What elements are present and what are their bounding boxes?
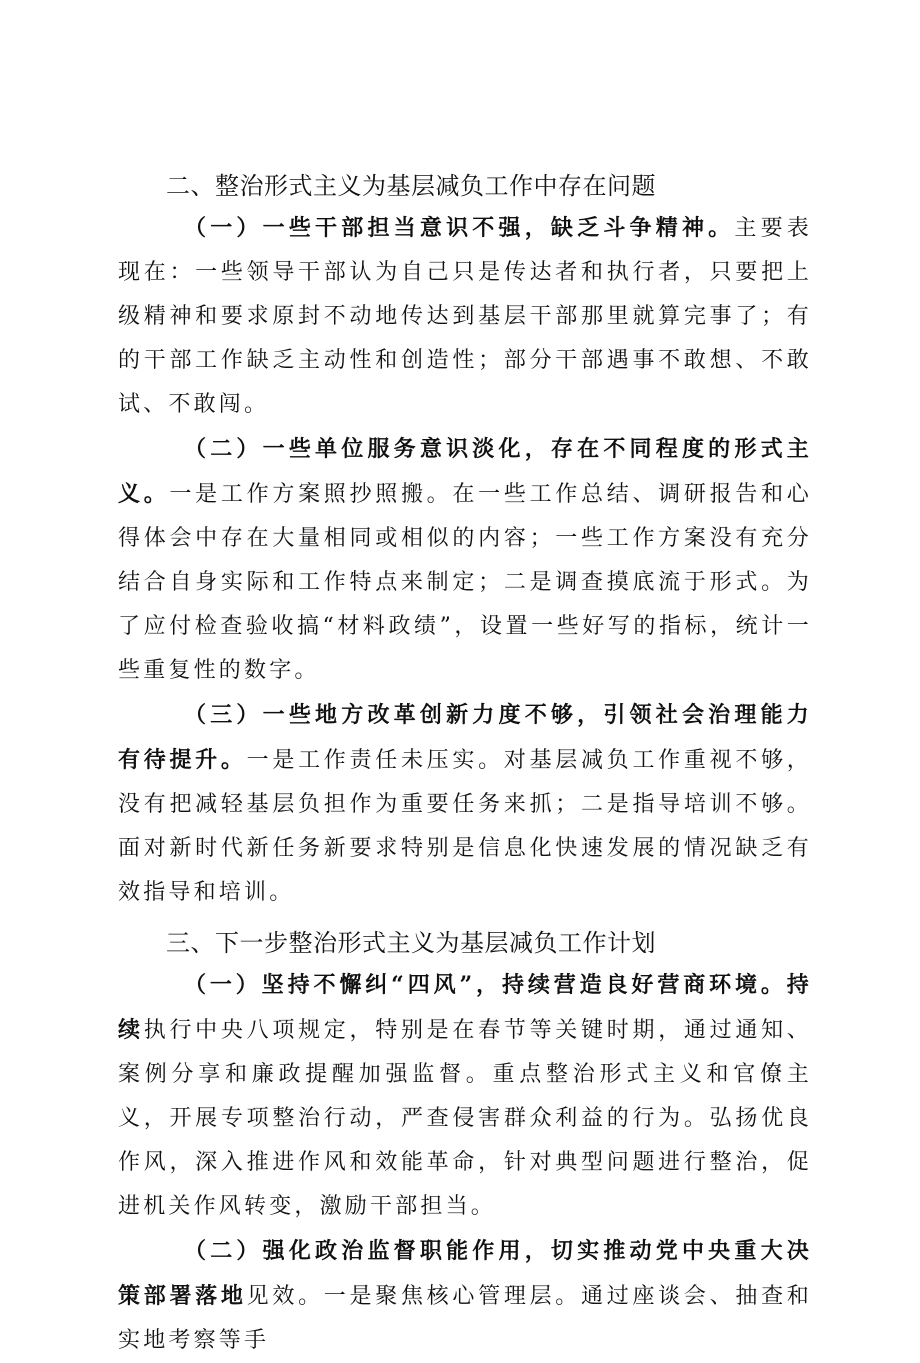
section-3-heading: 三、下一步整治形式主义为基层减负工作计划 [166,929,656,957]
section-2-item-3-body: 一是工作责任未压实。对基层减负工作重视不够，没有把减轻基层负担作为重要任务来抓；二是指导培训不够。面对新时代新任务新要求特别是信息化快速发展的情况缺乏有效指导和培训。 [118,748,812,905]
section-3-item-2 [118,1229,812,1363]
section-2-item-1 [118,206,812,427]
section-2-item-2-lead: （二）一些单位服务意识淡化，存在不同程度的形式主义。 [118,436,812,507]
section-3-item-1-body: 执行中央八项规定，特别是在春节等关键时期，通过通知、案例分享和廉政提醒加强监督。重点整治形式主义和官僚主义，开展专项整治行动，严查侵害群众利益的行为。弘扬优良作风，深入推进作风和效能革命，针对典型问题进行整治，促进机关作风转变，激励干部担当。 [118,1018,813,1219]
section-2-item-3 [118,693,812,915]
section-2-heading: 二、整治形式主义为基层减负工作中存在问题 [166,172,656,200]
section-2-item-2 [118,427,812,693]
section-3-item-2-body: 见效。一是聚焦核心管理层。通过座谈会、抽查和实地考察等手 [118,1284,812,1353]
document-page [118,158,812,1363]
section-2-item-2-body: 一是工作方案照抄照搬。在一些工作总结、调研报告和心得体会中存在大量相同或相似的内容；一些工作方案没有充分结合自身实际和工作特点来制定；二是调查摸底流于形式。为了应付检查验收搞“材料政绩”，设置一些好写的指标，统计一些重复性的数字。 [118,482,812,683]
section-2-item-1-body: 主要表现在：一些领导干部认为自己只是传达者和执行者，只要把上级精神和要求原封不动地传达到基层干部那里就算完事了；有的干部工作缺乏主动性和创造性；部分干部遇事不敢想、不敢试、不敢闯。 [118,216,812,417]
section-3-item-1-lead: （一）坚持不懈纠“四风”，持续营造良好营商环境。持续 [118,972,812,1043]
section-2-item-1-lead: （一）一些干部担当意识不强，缺乏斗争精神。 [184,215,735,241]
section-2-item-3-lead: （三）一些地方改革创新力度不够，引领社会治理能力有待提升。 [118,702,812,773]
section-3-item-1 [118,963,812,1229]
section-3-item-2-lead: （二）强化政治监督职能作用，切实推动党中央重大决策部署落地 [118,1238,812,1309]
